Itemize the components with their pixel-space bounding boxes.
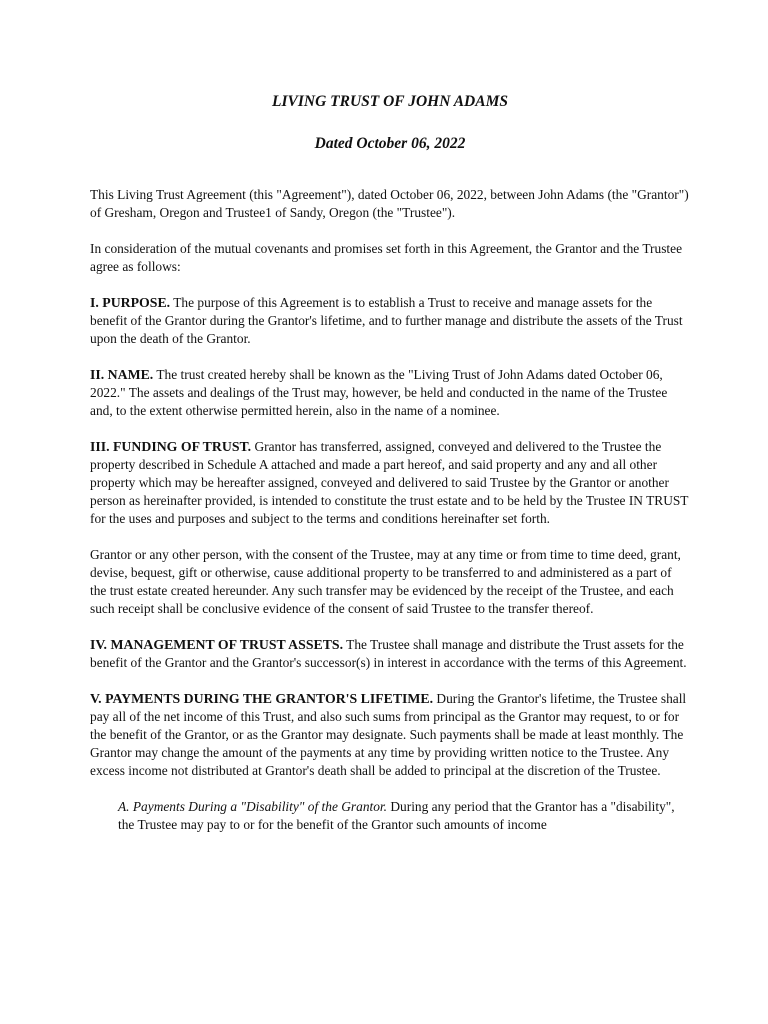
section-payments (90, 690, 690, 780)
consideration-paragraph: In consideration of the mutual covenants and promises set forth in this Agreement, the Grantor and the Trustee agree as follows: (90, 241, 683, 274)
section-heading: V. PAYMENTS DURING THE GRANTOR'S LIFETIME. (90, 691, 434, 706)
document-title: LIVING TRUST OF JOHN ADAMS (272, 93, 508, 110)
section-heading: I. PURPOSE. (90, 295, 171, 310)
section-body: The purpose of this Agreement is to establish a Trust to receive and manage assets for the benefit of the Grantor during the Grantor's lifetime, and to further manage and distribute the assets of the Trust upon the death of the Grantor. (90, 295, 683, 346)
section-heading: IV. MANAGEMENT OF TRUST ASSETS. (90, 637, 344, 652)
subsection-body: During any period that the Grantor has a "disability", the Trustee may pay to or for the benefit of the Grantor such amounts of income (118, 799, 675, 832)
document-date: Dated October 06, 2022 (314, 135, 466, 152)
section-purpose (90, 294, 690, 348)
intro-paragraph: This Living Trust Agreement (this "Agreement"), dated October 06, 2022, between John Adams (the "Grantor") of Gresham, Oregon and Trustee1 of Sandy, Oregon (the "Trustee"). (90, 187, 689, 220)
section-body: The trust created hereby shall be known as the "Living Trust of John Adams dated October 06, 2022." The assets and dealings of the Trust may, however, be held and conducted in the name of the Trustee and, to the extent otherwise permitted herein, also in the name of a nominee. (90, 367, 668, 418)
section-body: During the Grantor's lifetime, the Trustee shall pay all of the net income of this Trust, and also such sums from principal as the Grantor may request, to or for the benefit of the Grantor, or as the Grantor may designate. Such payments shall be made at least monthly. The Grantor may change the amount of the payments at any time by providing written notice to the Trustee. Any excess income not distributed at Grantor's death shall be added to principal at the discretion of the Trustee. (90, 691, 687, 778)
section-body: The Trustee shall manage and distribute the Trust assets for the benefit of the Grantor and the Grantor's successor(s) in interest in accordance with the terms of this Agreement. (90, 637, 687, 670)
section-management (90, 636, 690, 672)
subsection-disability (90, 798, 690, 834)
section-heading: III. FUNDING OF TRUST. (90, 439, 252, 454)
section-funding-continued (90, 546, 690, 618)
section-funding (90, 438, 690, 528)
section-body: Grantor or any other person, with the consent of the Trustee, may at any time or from time to time deed, grant, devise, bequest, gift or otherwise, cause additional property to be transferred to and administered as a part of the trust estate created hereunder. Any such transfer may be evidenced by the receipt of the Trustee, and each such receipt shall be conclusive evidence of the consent of said Trustee to the transfer thereof. (90, 547, 681, 616)
section-name (90, 366, 690, 420)
section-body: Grantor has transferred, assigned, conveyed and delivered to the Trustee the property described in Schedule A attached and made a part hereof, and said property and any and all other property which may be hereafter assigned, conveyed and delivered to said Trustee by the Grantor or another person as hereinafter provided, is intended to constitute the trust estate and to be held by the Trustee IN TRUST for the uses and purposes and subject to the terms and conditions hereinafter set forth. (90, 439, 689, 526)
document-page (90, 92, 690, 834)
section-heading: II. NAME. (90, 367, 154, 382)
subsection-heading: A. Payments During a "Disability" of the Grantor. (118, 799, 388, 814)
